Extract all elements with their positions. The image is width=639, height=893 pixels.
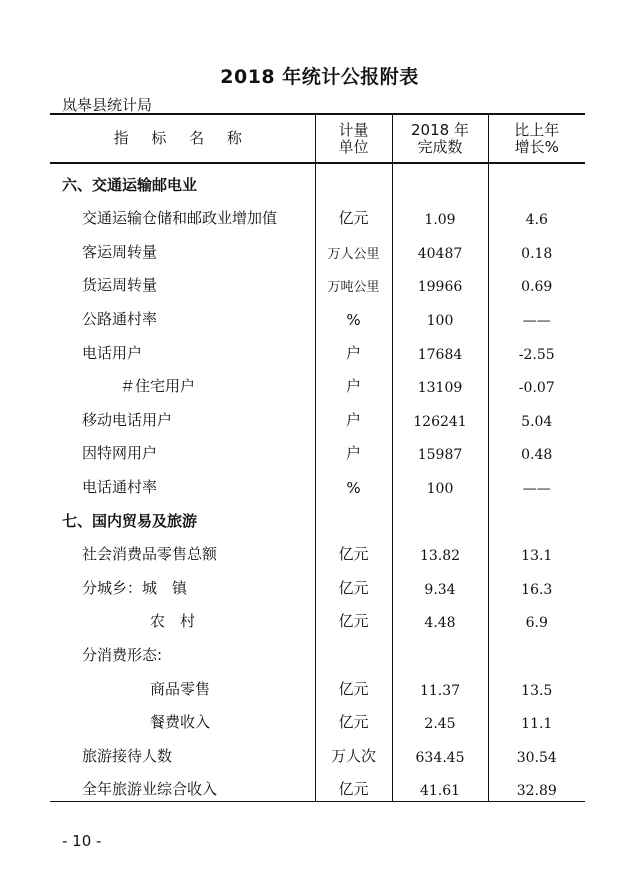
row-growth: 11.1 [488,701,585,735]
row-name: 公路通村率 [82,309,158,328]
row-value: 634.45 [392,734,488,768]
row-value: 4.48 [392,600,488,634]
row-unit: % [315,297,392,331]
row-unit: % [315,465,392,499]
table-row [50,600,585,634]
row-name: 旅游接待人数 [82,746,173,765]
row-growth: 13.1 [488,533,585,567]
row-value: 17684 [392,331,488,365]
table-row [50,331,585,365]
row-name: 分城乡：城 镇 [82,578,188,597]
row-growth [488,163,585,197]
row-unit [315,163,392,197]
table-row [50,734,585,768]
row-name: 因特网用户 [82,444,158,463]
row-name: 社会消费品零售总额 [82,545,218,564]
row-value: 1.09 [392,197,488,231]
row-value: 100 [392,297,488,331]
row-growth [488,633,585,667]
row-growth [488,499,585,533]
row-growth: —— [488,297,585,331]
row-unit: 亿元 [315,600,392,634]
table-row-section [50,499,585,533]
row-growth: -2.55 [488,331,585,365]
statistics-table [50,113,585,802]
row-value [392,633,488,667]
row-name: 分消费形态: [82,645,163,664]
row-name: 交通运输仓储和邮政业增加值 [82,209,278,228]
row-growth: 16.3 [488,566,585,600]
row-growth: 32.89 [488,768,585,802]
row-unit: 户 [315,365,392,399]
table-row [50,398,585,432]
row-unit: 户 [315,398,392,432]
row-value: 11.37 [392,667,488,701]
row-value: 41.61 [392,768,488,802]
row-unit: 万人公里 [315,230,392,264]
row-unit: 万吨公里 [315,264,392,298]
row-value [392,499,488,533]
row-growth: 13.5 [488,667,585,701]
row-unit: 亿元 [315,197,392,231]
row-value: 13.82 [392,533,488,567]
header-2018-value: 2018 年 完成数 [392,114,488,163]
row-name: 电话用户 [82,343,143,362]
row-unit: 户 [315,432,392,466]
table-row [50,264,585,298]
row-growth: 4.6 [488,197,585,231]
row-name: 电话通村率 [82,477,158,496]
row-growth: -0.07 [488,365,585,399]
table-row [50,432,585,466]
table-row [50,197,585,231]
row-name: 餐费收入 [150,713,211,732]
row-growth: 5.04 [488,398,585,432]
row-growth: 0.18 [488,230,585,264]
row-value: 9.34 [392,566,488,600]
table-row [50,230,585,264]
row-growth: 0.69 [488,264,585,298]
table-row [50,667,585,701]
row-unit: 户 [315,331,392,365]
row-growth: —— [488,465,585,499]
page-number: - 10 - [62,832,102,850]
table-row [50,633,585,667]
row-growth: 6.9 [488,600,585,634]
row-name: 七、国内贸易及旅游 [62,511,198,530]
page-title: 2018 年统计公报附表 [220,66,419,88]
row-unit [315,499,392,533]
table-header-row [50,114,585,163]
row-value: 13109 [392,365,488,399]
row-unit: 亿元 [315,768,392,802]
row-value: 19966 [392,264,488,298]
row-growth: 0.48 [488,432,585,466]
row-name: ＃住宅用户 [120,377,196,396]
row-unit: 亿元 [315,701,392,735]
table-row [50,297,585,331]
row-value: 2.45 [392,701,488,735]
table-row-section [50,163,585,197]
row-unit [315,633,392,667]
table-row [50,533,585,567]
row-name: 商品零售 [150,679,211,698]
row-name: 货运周转量 [82,276,158,295]
row-value: 126241 [392,398,488,432]
row-name: 农 村 [150,612,196,631]
row-value: 15987 [392,432,488,466]
row-name: 六、交通运输邮电业 [62,175,198,194]
row-name: 客运周转量 [82,242,158,261]
table-row [50,701,585,735]
row-value: 100 [392,465,488,499]
table-row [50,465,585,499]
row-name: 移动电话用户 [82,410,173,429]
row-unit: 万人次 [315,734,392,768]
table-row [50,566,585,600]
table-row [50,365,585,399]
table-row [50,768,585,802]
row-name: 全年旅游业综合收入 [50,768,315,802]
header-growth: 比上年 增长% [488,114,585,163]
row-growth: 30.54 [488,734,585,768]
row-value [392,163,488,197]
row-unit: 亿元 [315,667,392,701]
row-value: 40487 [392,230,488,264]
issuing-organization: 岚皋县统计局 [62,96,153,114]
header-unit: 计量 单位 [315,114,392,163]
header-indicator-name: 指 标 名 称 [50,114,315,163]
row-unit: 亿元 [315,566,392,600]
row-unit: 亿元 [315,533,392,567]
